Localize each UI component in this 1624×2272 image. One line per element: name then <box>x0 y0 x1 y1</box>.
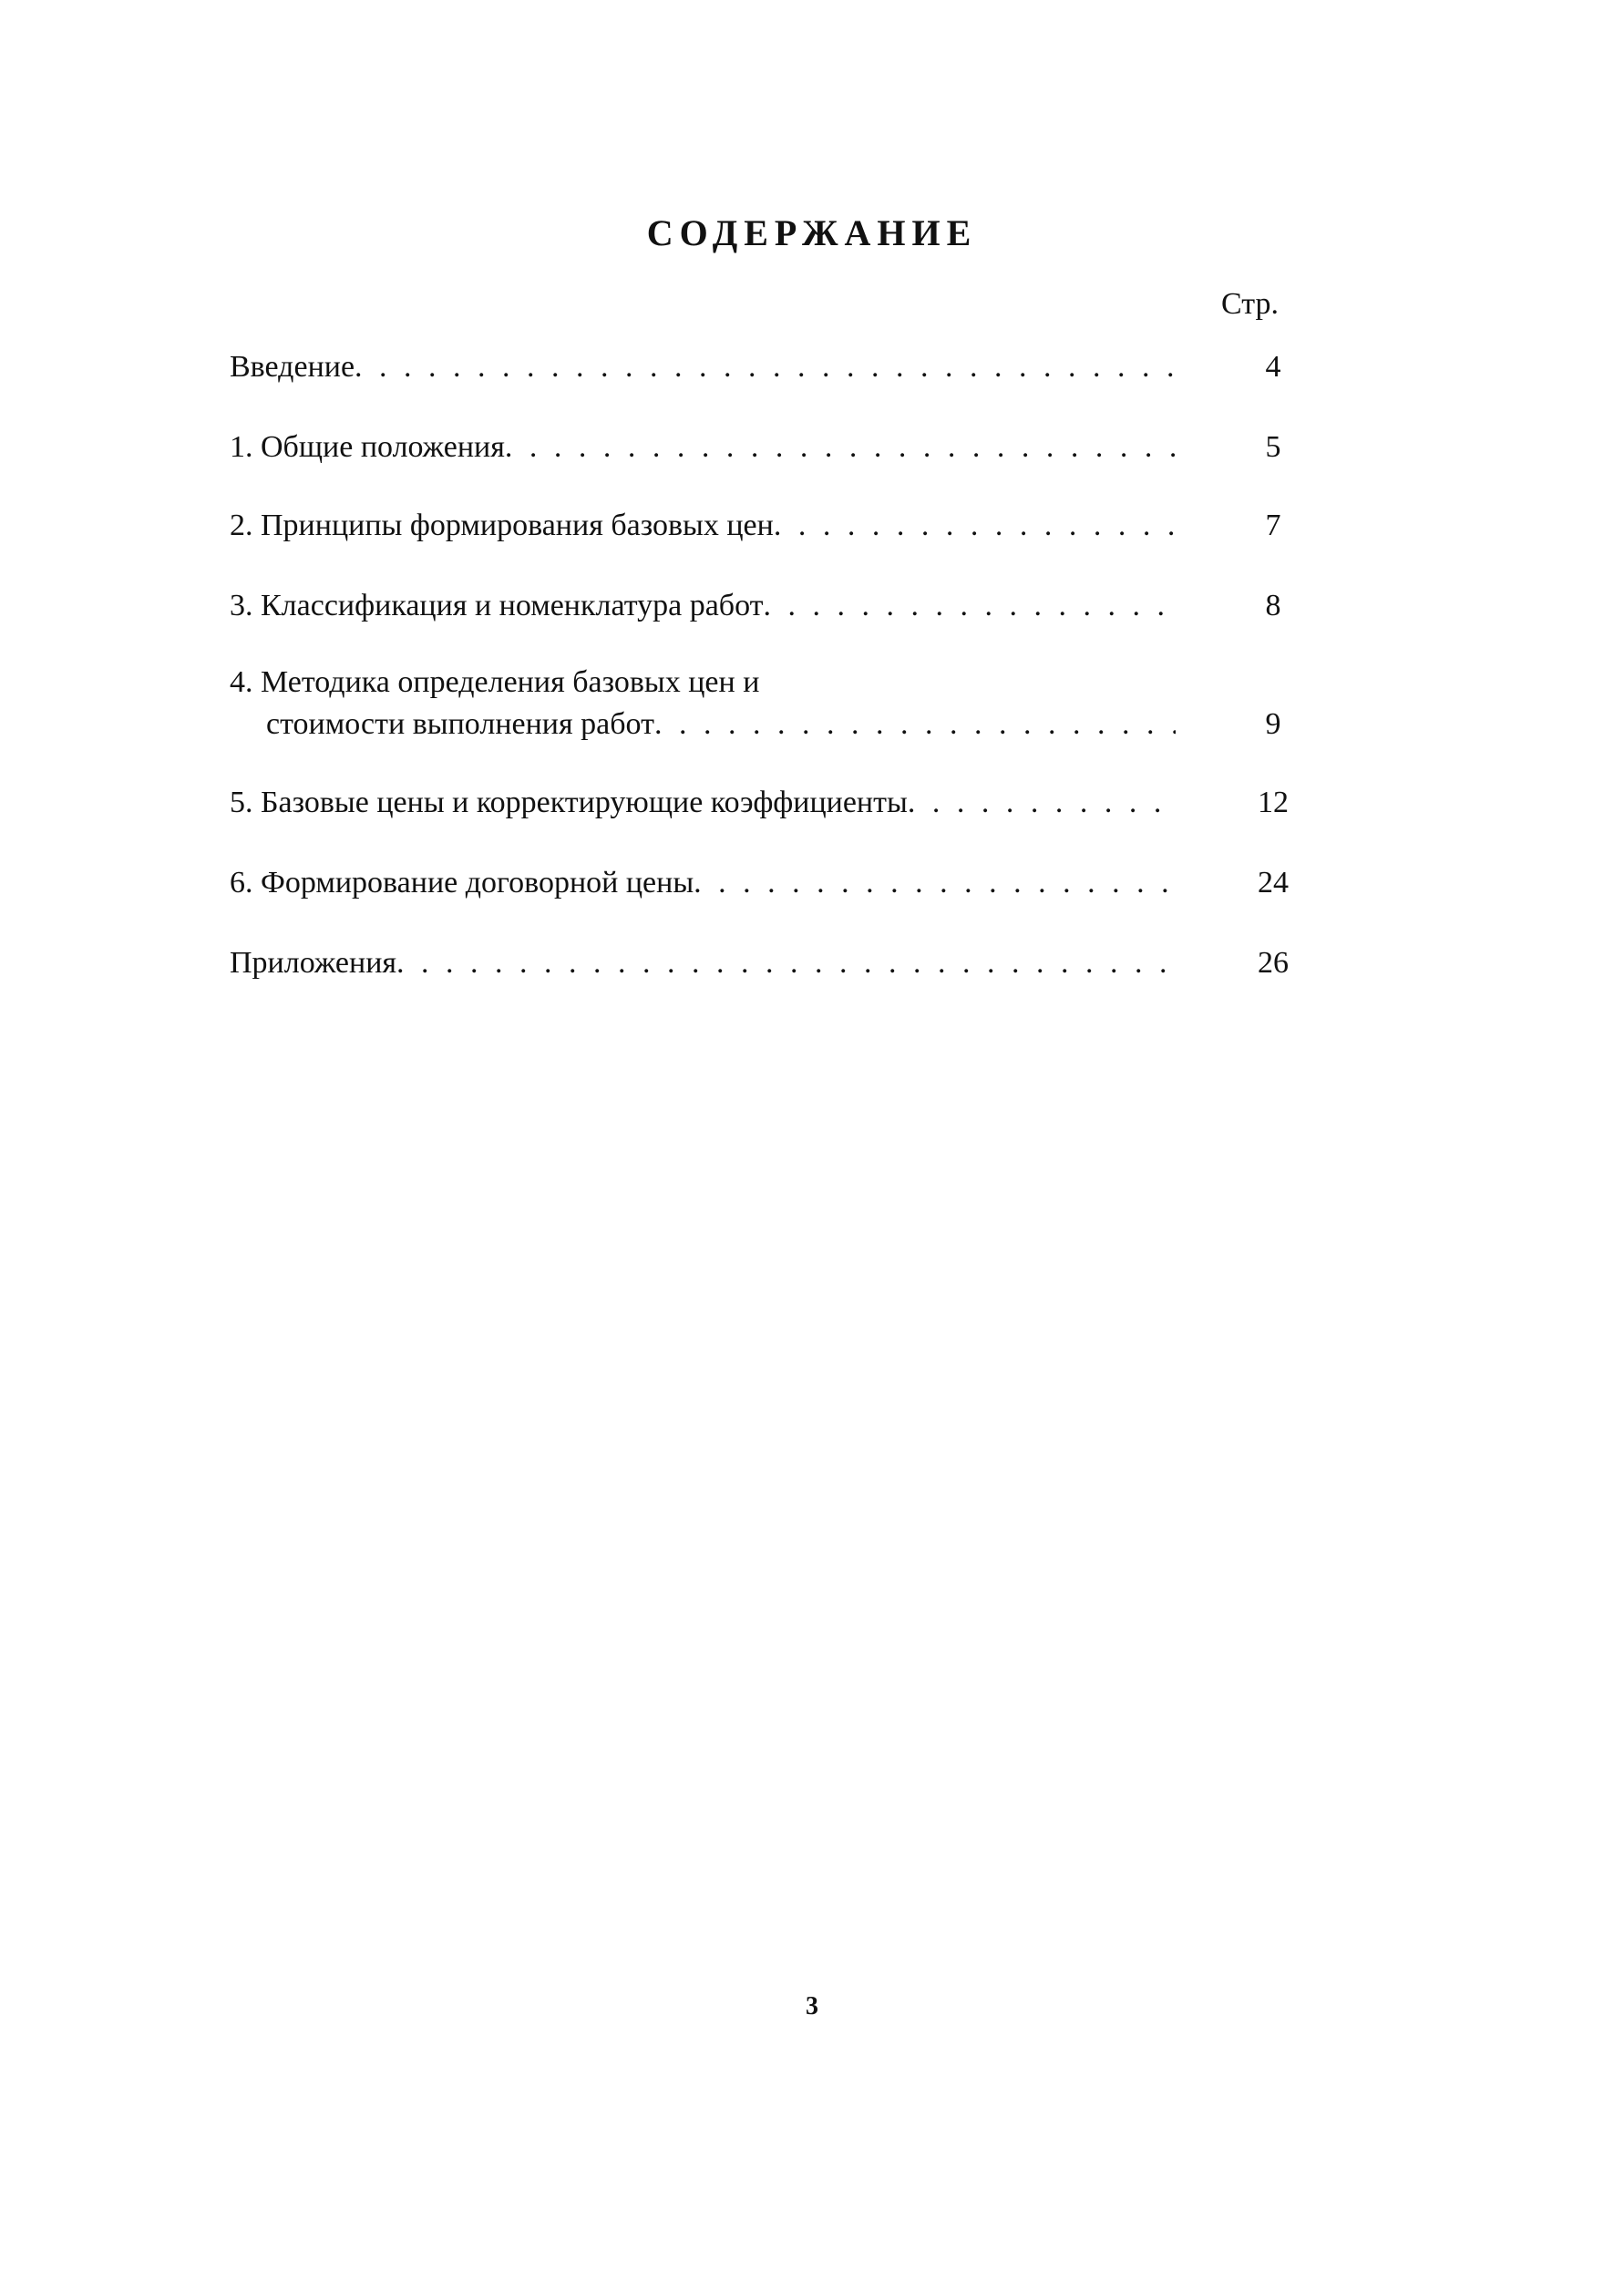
dot-leader <box>396 942 1176 984</box>
toc-entry-page: 7 <box>1265 509 1281 542</box>
toc-entry-page: 5 <box>1265 430 1281 464</box>
toc-entry-text: 6. Формирование договорной цены <box>230 866 694 900</box>
toc-entry-text: Приложения <box>230 946 397 980</box>
toc-entry-text: 5. Базовые цены и корректирующие коэффициенты <box>230 786 908 819</box>
toc-entry-text: 1. Общие положения <box>230 430 505 464</box>
toc-entry-pricing-principles <box>230 505 1305 547</box>
toc-entry-introduction <box>230 346 1305 388</box>
toc-entry-page: 4 <box>1265 350 1281 384</box>
toc-entry-general-provisions <box>230 427 1305 468</box>
toc-entry-methodology <box>230 662 1305 745</box>
toc-entry-appendices <box>230 942 1305 984</box>
page-column-header: Стр. <box>1221 287 1280 321</box>
dot-leader <box>774 505 1176 547</box>
dot-leader <box>654 704 1176 745</box>
toc-entry-page: 12 <box>1258 786 1289 819</box>
toc-entry-base-prices <box>230 782 1305 824</box>
toc-entry-text: Введение <box>230 350 355 384</box>
dot-leader <box>764 585 1176 627</box>
dot-leader <box>505 427 1176 468</box>
toc-entry-page: 8 <box>1265 589 1281 622</box>
dot-leader <box>694 862 1176 904</box>
dot-leader <box>908 782 1176 824</box>
toc-entry-contract-price <box>230 862 1305 904</box>
toc-entry-text: 3. Классификация и номенклатура работ <box>230 589 764 622</box>
toc-entry-text-line2: стоимости выполнения работ <box>266 707 654 741</box>
toc-entry-page: 9 <box>1265 707 1281 741</box>
toc-entry-page: 24 <box>1258 866 1289 900</box>
toc-entry-classification <box>230 585 1305 627</box>
toc-title: СОДЕРЖАНИЕ <box>646 212 978 253</box>
toc-entry-text-line1: 4. Методика определения базовых цен и <box>230 665 760 699</box>
page-number: 3 <box>806 1992 818 2020</box>
toc-entry-page: 26 <box>1258 946 1289 980</box>
dot-leader <box>355 346 1176 388</box>
toc-entry-text: 2. Принципы формирования базовых цен <box>230 509 774 542</box>
